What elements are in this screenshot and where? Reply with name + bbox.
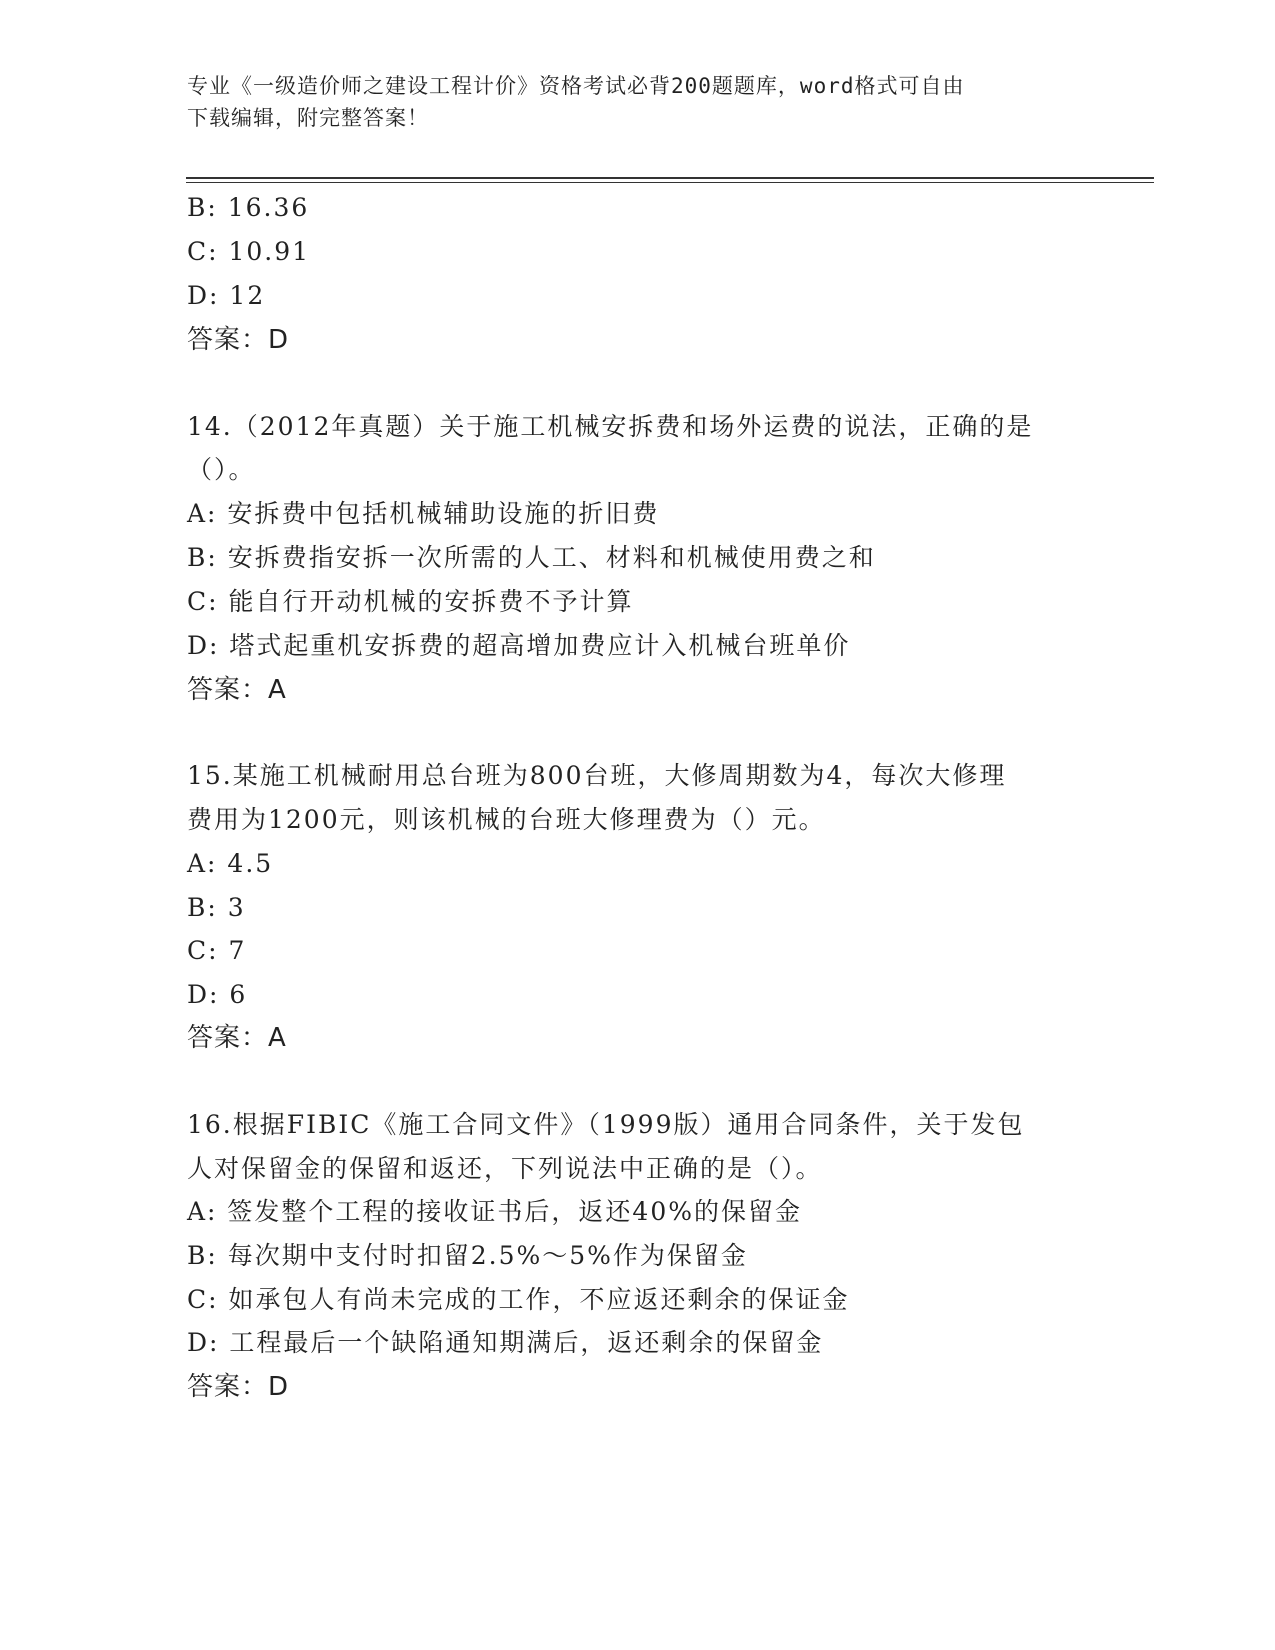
q13-option-d: D: 12 xyxy=(187,281,266,310)
q16-answer: 答案：D xyxy=(187,1372,290,1402)
q14-stem-line-1: 14.（2012年真题）关于施工机械安拆费和场外运费的说法，正确的是 xyxy=(187,412,1034,441)
q16-stem-line-2: 人对保留金的保留和返还，下列说法中正确的是（）。 xyxy=(187,1154,823,1183)
q15-stem-line-1: 15.某施工机械耐用总台班为800台班，大修周期数为4，每次大修理 xyxy=(187,761,1007,790)
q16-stem-line-1: 16.根据FIBIC《施工合同文件》（1999版）通用合同条件，关于发包 xyxy=(187,1110,1025,1139)
q15-answer: 答案：A xyxy=(187,1023,287,1053)
q14-option-b: B: 安拆费指安拆一次所需的人工、材料和机械使用费之和 xyxy=(187,543,876,572)
q16-option-a: A: 签发整个工程的接收证书后，返还40%的保留金 xyxy=(187,1197,802,1226)
q15-option-c: C: 7 xyxy=(187,936,247,965)
q16-option-d: D: 工程最后一个缺陷通知期满后，返还剩余的保留金 xyxy=(187,1328,824,1357)
q14-option-a: A: 安拆费中包括机械辅助设施的折旧费 xyxy=(187,499,660,528)
q13-option-b: B: 16.36 xyxy=(187,193,310,222)
q14-option-c: C: 能自行开动机械的安拆费不予计算 xyxy=(187,587,634,616)
q16-option-b: B: 每次期中支付时扣留2.5%～5%作为保留金 xyxy=(187,1241,748,1270)
q14-answer: 答案：A xyxy=(187,675,287,705)
header-line-1: 专业《一级造价师之建设工程计价》资格考试必背200题题库，word格式可自由 xyxy=(187,74,965,98)
q15-stem-line-2: 费用为1200元，则该机械的台班大修理费为（）元。 xyxy=(187,805,826,834)
q14-stem-line-2: （）。 xyxy=(187,455,256,484)
header-line-2: 下载编辑，附完整答案！ xyxy=(187,106,429,130)
header-divider-thick xyxy=(186,177,1154,179)
q14-option-d: D: 塔式起重机安拆费的超高增加费应计入机械台班单价 xyxy=(187,631,851,660)
q13-option-c: C: 10.91 xyxy=(187,237,311,266)
document-header xyxy=(187,70,1087,134)
q15-option-b: B: 3 xyxy=(187,893,246,922)
q15-option-a: A: 4.5 xyxy=(187,849,274,878)
q15-option-d: D: 6 xyxy=(187,980,248,1009)
q13-answer: 答案：D xyxy=(187,325,290,355)
q16-option-c: C: 如承包人有尚未完成的工作，不应返还剩余的保证金 xyxy=(187,1285,850,1314)
header-divider-thin xyxy=(186,182,1154,183)
